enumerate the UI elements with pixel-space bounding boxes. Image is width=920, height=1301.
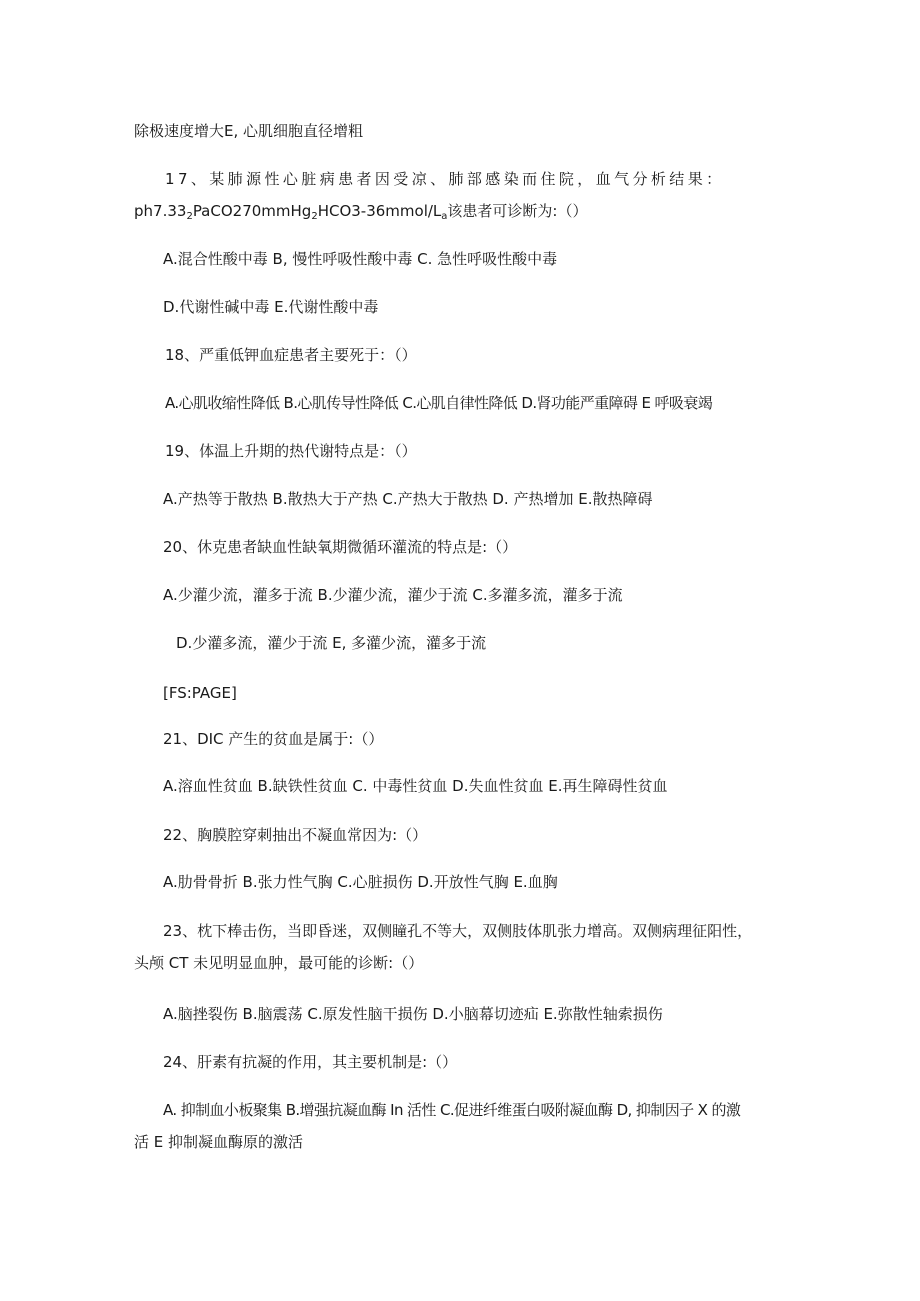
line-1: 除极速度增大E, 心肌细胞直径增粗 [134, 122, 364, 140]
question-21: 21、DIC 产生的贫血是属于:（） [163, 730, 384, 748]
question-20: 20、休克患者缺血性缺氧期微循环灌流的特点是:（） [163, 538, 518, 556]
question-21-options: A.溶血性贫血 B.缺铁性贫血 C. 中毒性贫血 D.失血性贫血 E.再生障碍性贫血 [163, 777, 668, 795]
formula-sub-1: 2 [186, 211, 193, 222]
question-17-formula [134, 201, 587, 221]
question-23-line-2: 头颅 CT 未见明显血肿，最可能的诊断:（） [134, 954, 424, 972]
question-23-line-1: 23、枕下棒击伤，当即昏迷，双侧瞳孔不等大，双侧肢体肌张力增高。双侧病理征阳性， [163, 922, 753, 940]
question-18-options: A.心肌收缩性降低 B.心肌传导性降低 C.心肌自律性降低 D.肾功能严重障碍 E 呼吸衰竭 [165, 394, 713, 412]
question-18: 18、严重低钾血症患者主要死于：（） [165, 346, 417, 364]
question-24-options-line-2: 活 E 抑制凝血酶原的激活 [134, 1133, 304, 1151]
question-24-options-line-1: A. 抑制血小板聚集 B.增强抗凝血酶 In 活性 C.促进纤维蛋白吸附凝血酶 D, 抑制因子 X 的激 [163, 1101, 741, 1119]
formula-ph: ph7.33 [134, 202, 187, 220]
question-17: 17、某肺源性心脏病患者因受凉、肺部感染而住院，血气分析结果： [165, 170, 725, 188]
page-marker: [FS:PAGE] [163, 684, 237, 702]
formula-sub-2: 2 [311, 211, 318, 222]
question-23-options: A.脑挫裂伤 B.脑震荡 C.原发性脑干损伤 D.小脑幕切迹疝 E.弥散性轴索损伤 [163, 1005, 663, 1023]
question-17-options-b: D.代谢性碱中毒 E.代谢性酸中毒 [163, 298, 379, 316]
formula-sub-3: a [441, 211, 448, 222]
question-19: 19、体温上升期的热代谢特点是：（） [165, 442, 417, 460]
formula-question: 该患者可诊断为:（） [447, 202, 588, 220]
question-19-options: A.产热等于散热 B.散热大于产热 C.产热大于散热 D. 产热增加 E.散热障碍 [163, 490, 653, 508]
question-20-options-a: A.少灌少流，灌多于流 B.少灌少流，灌少于流 C.多灌多流，灌多于流 [163, 586, 623, 604]
question-22: 22、胸膜腔穿刺抽出不凝血常因为:（） [163, 826, 428, 844]
question-22-options: A.肋骨骨折 B.张力性气胸 C.心脏损伤 D.开放性气胸 E.血胸 [163, 873, 558, 891]
question-20-options-b: D.少灌多流，灌少于流 E, 多灌少流，灌多于流 [176, 634, 487, 652]
question-17-options-a: A.混合性酸中毒 B, 慢性呼吸性酸中毒 C. 急性呼吸性酸中毒 [163, 250, 558, 268]
formula-paco2: PaCO270mmHg [192, 202, 312, 220]
formula-hco3: HCO3-36mmol/L [317, 202, 442, 220]
question-24: 24、肝素有抗凝的作用，其主要机制是:（） [163, 1053, 458, 1071]
